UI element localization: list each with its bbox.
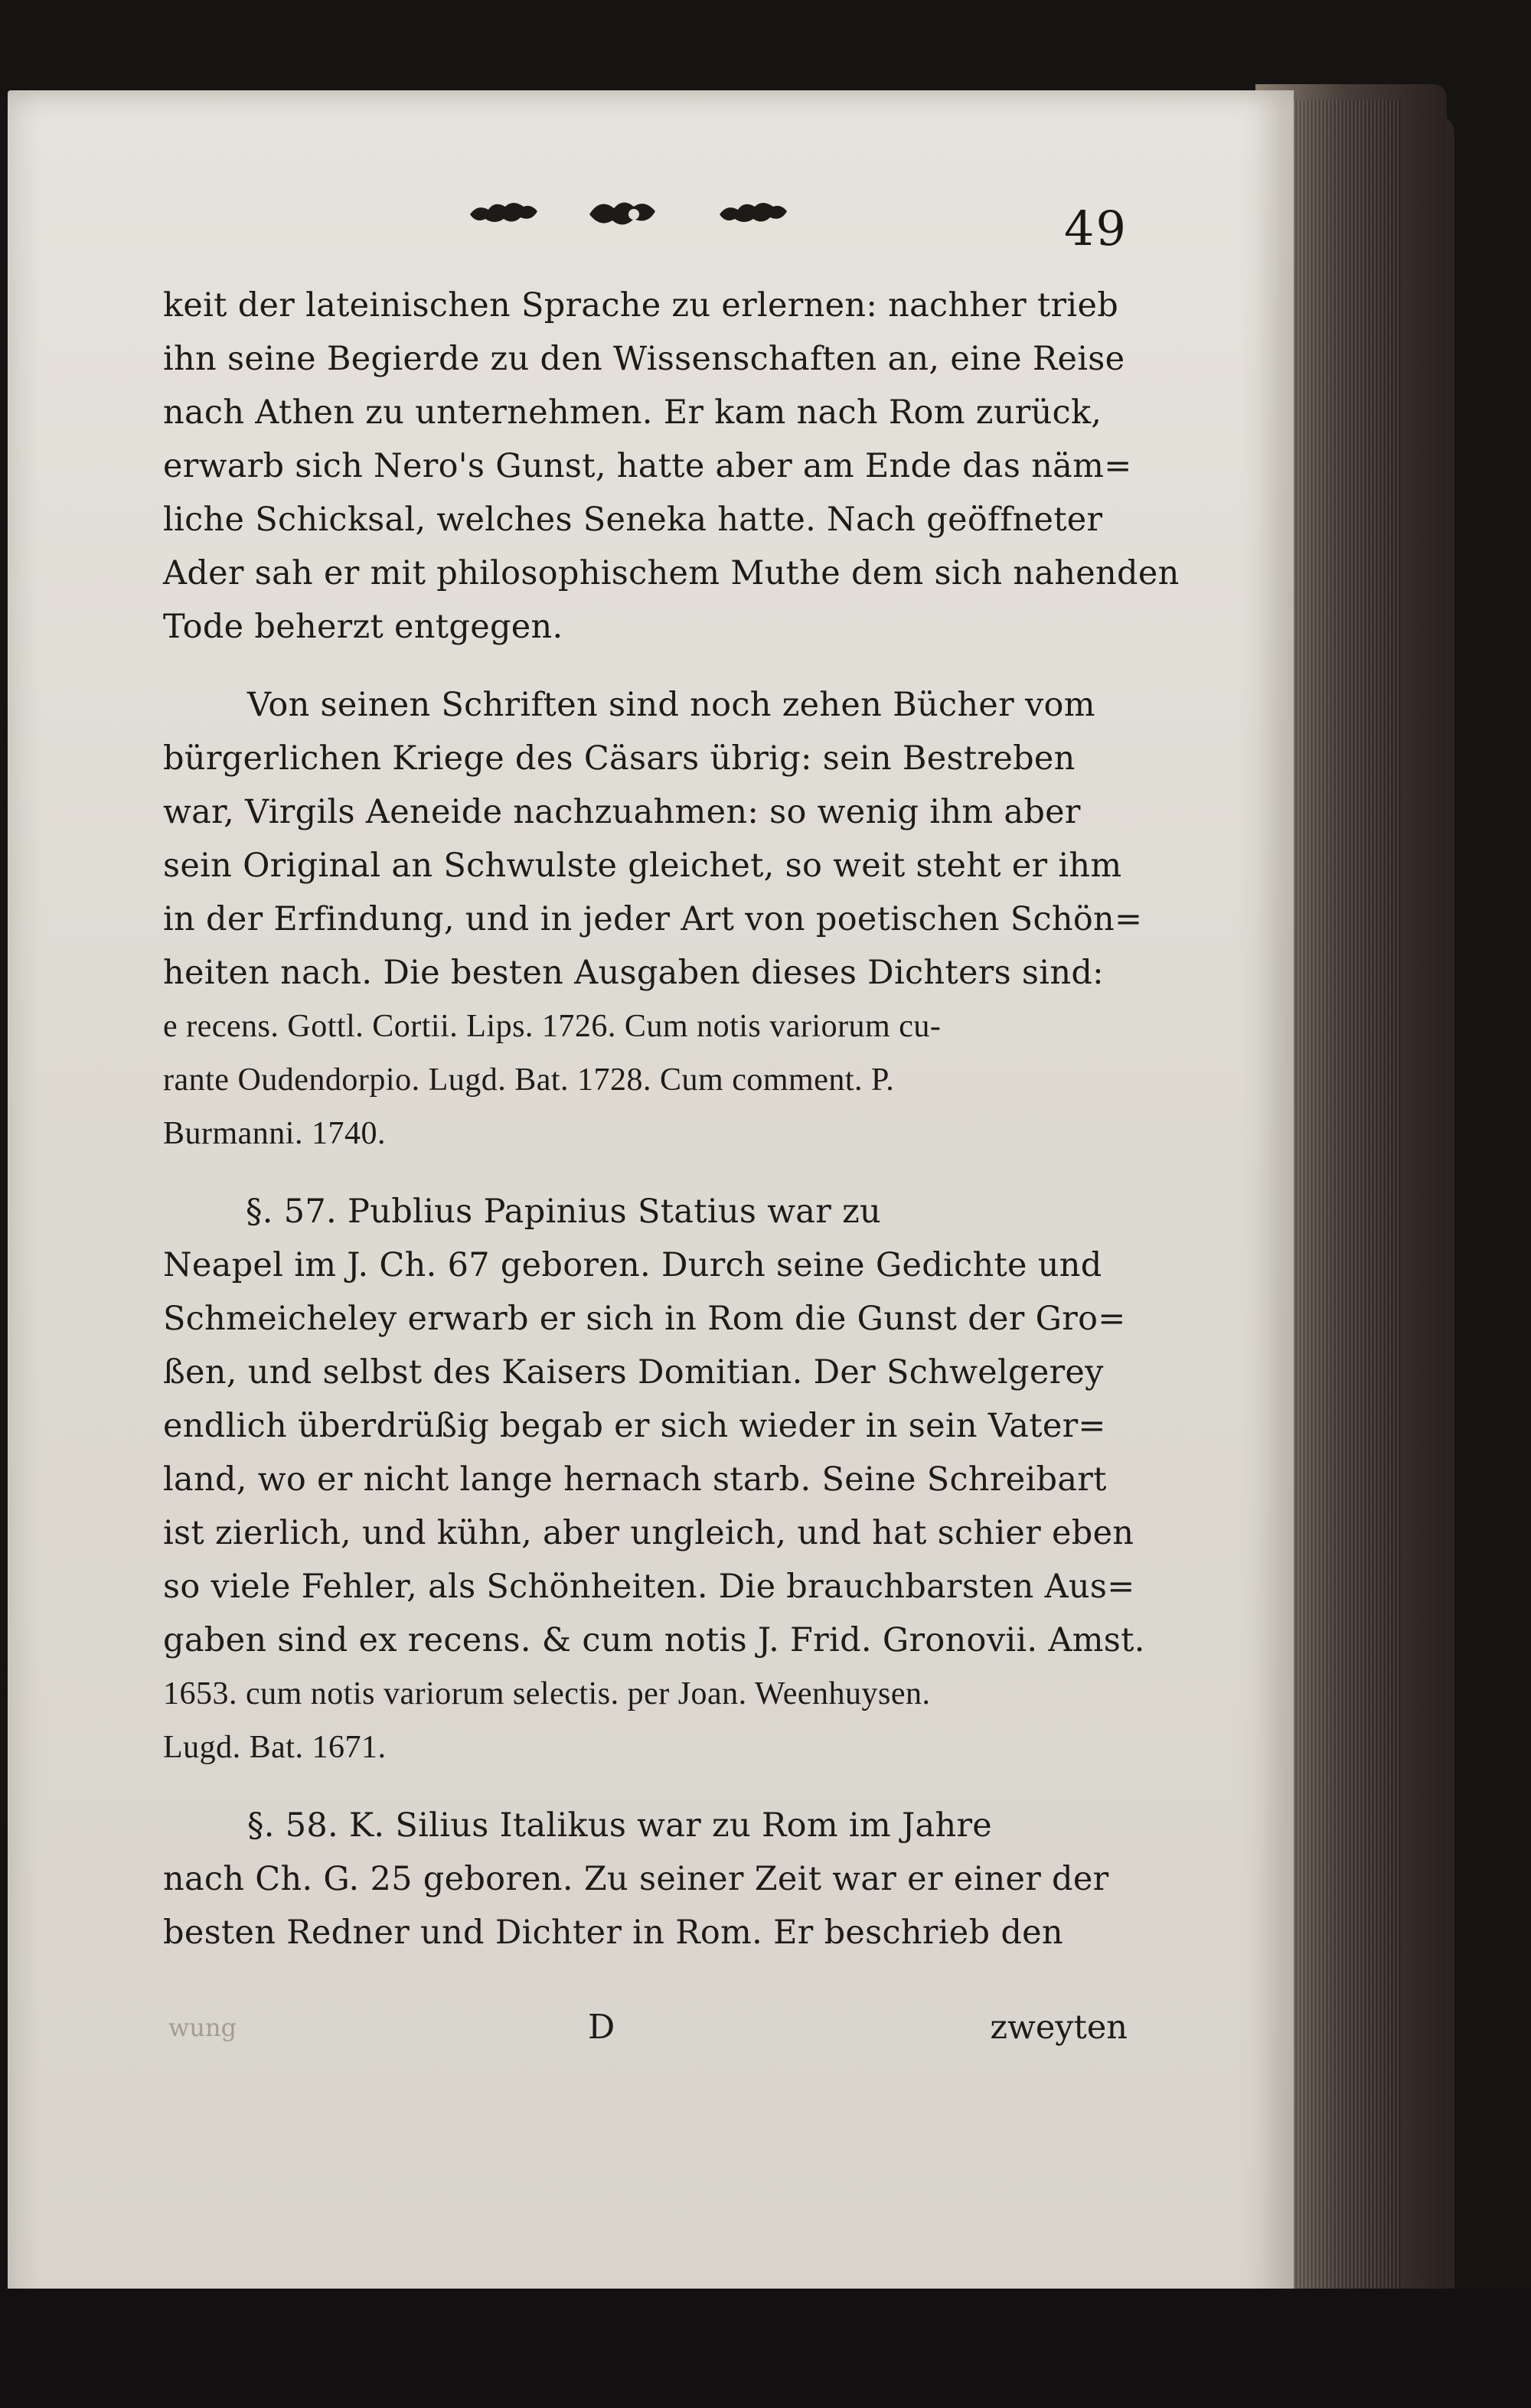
- text-line: ßen, und selbst des Kaisers Domitian. Der Schwelgerey: [163, 1353, 1104, 1392]
- edition-line: Lugd. Bat. 1671.: [163, 1730, 387, 1765]
- paragraph-continuation: [163, 279, 1180, 654]
- signature-mark: D: [588, 2008, 615, 2047]
- text-line: keit der lateinischen Sprache zu erlernen: nachher trieb: [163, 286, 1119, 325]
- paragraph-lucan-writings: [163, 678, 1143, 1160]
- bleed-through-text: wung: [168, 2013, 237, 2042]
- text-line: Neapel im J. Ch. 67 geboren. Durch seine Gedichte und: [163, 1246, 1102, 1284]
- text-line: ihn seine Begierde zu den Wissenschaften an, eine Reise: [163, 340, 1125, 378]
- text-line: so viele Fehler, als Schönheiten. Die brauchbarsten Aus=: [163, 1568, 1135, 1606]
- text-line: Tode beherzt entgegen.: [163, 608, 563, 646]
- text-line: land, wo er nicht lange hernach starb. Seine Schreibart: [163, 1460, 1107, 1499]
- scan-bottom-shadow: [0, 2289, 1531, 2408]
- section-heading-line: §. 57. Publius Papinius Statius war zu: [246, 1193, 882, 1231]
- body-text: [163, 279, 1180, 1959]
- paragraph-silius: [163, 1799, 1135, 1959]
- text-line: nach Athen zu unternehmen. Er kam nach Rom zurück,: [163, 393, 1102, 432]
- text-line: endlich überdrüßig begab er sich wieder in sein Vater=: [163, 1407, 1106, 1445]
- text-line: ist zierlich, und kühn, aber ungleich, und hat schier eben: [163, 1514, 1134, 1552]
- text-line: liche Schicksal, welches Seneka hatte. Nach geöffneter: [163, 501, 1103, 539]
- text-line: gaben sind ex recens. & cum notis J. Frid. Gronovii. Amst.: [163, 1621, 1145, 1659]
- section-heading-line: §. 58. K. Silius Italikus war zu Rom im Jahre: [247, 1806, 993, 1845]
- text-line: Von seinen Schriften sind noch zehen Bücher vom: [247, 686, 1095, 724]
- text-line: Schmeicheley erwarb er sich in Rom die Gunst der Gro=: [163, 1300, 1126, 1338]
- text-line: Ader sah er mit philosophischem Muthe dem sich nahenden: [163, 554, 1180, 592]
- edition-line: rante Oudendorpio. Lugd. Bat. 1728. Cum comment. P.: [163, 1062, 895, 1098]
- text-line: besten Redner und Dichter in Rom. Er beschrieb den: [163, 1914, 1063, 1952]
- text-line: bürgerlichen Kriege des Cäsars übrig: sein Bestreben: [163, 739, 1076, 778]
- edition-line: e recens. Gottl. Cortii. Lips. 1726. Cum notis variorum cu-: [163, 1009, 942, 1044]
- edition-line: 1653. cum notis variorum selectis. per Joan. Weenhuysen.: [163, 1676, 931, 1711]
- paragraph-statius: [163, 1185, 1145, 1774]
- text-line: in der Erfindung, und in jeder Art von poetischen Schön=: [163, 900, 1143, 938]
- page-footer: [163, 2001, 1135, 2054]
- text-line: war, Virgils Aeneide nachzuahmen: so wenig ihm aber: [163, 793, 1081, 831]
- page-number: 49: [1064, 201, 1128, 256]
- text-line: heiten nach. Die besten Ausgaben dieses Dichters sind:: [163, 954, 1104, 992]
- catchword: zweyten: [990, 2008, 1128, 2047]
- text-line: sein Original an Schwulste gleichet, so weit steht er ihm: [163, 847, 1122, 885]
- text-line: nach Ch. G. 25 geboren. Zu seiner Zeit war er einer der: [163, 1860, 1109, 1898]
- text-line: erwarb sich Nero's Gunst, hatte aber am Ende das näm=: [163, 447, 1132, 485]
- edition-line: Burmanni. 1740.: [163, 1116, 386, 1151]
- header-ornament-icon: [467, 191, 819, 237]
